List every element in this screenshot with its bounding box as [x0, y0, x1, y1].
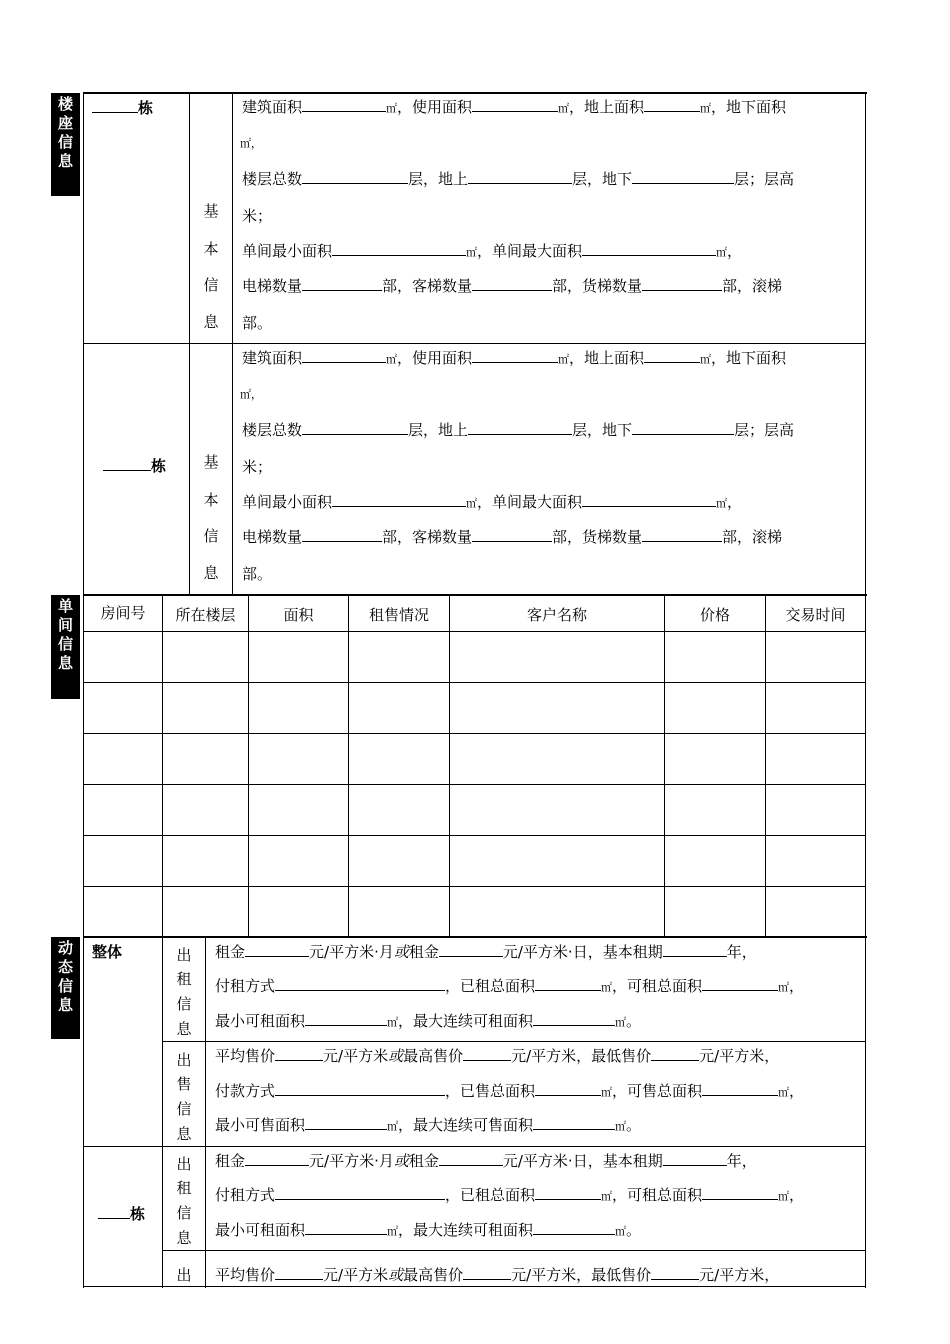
col-header-price: 价格	[699, 606, 730, 624]
col-header-floor: 所在楼层	[175, 606, 236, 624]
basic-info-label: 息	[203, 564, 219, 582]
area-line: 建筑面积 ㎡，使用面积 ㎡，地上面积 ㎡，地下面积	[242, 349, 787, 367]
section-label-unit-info: 单间信息	[51, 595, 80, 699]
basic-info-label: 基	[203, 453, 219, 471]
col-header-room-number: 房间号	[100, 604, 146, 622]
elevator-line: 电梯数量 部，客梯数量 部，货梯数量 部，滚梯	[242, 277, 783, 295]
table-border	[83, 92, 867, 94]
basic-info-label: 信	[203, 276, 219, 294]
table-border	[865, 92, 866, 1288]
area-line: 建筑面积 ㎡，使用面积 ㎡，地上面积 ㎡，地下面积	[242, 98, 787, 116]
elevator-line: 电梯数量 部，客梯数量 部，货梯数量 部，滚梯	[242, 528, 783, 546]
dong-label: 栋	[130, 1205, 146, 1223]
unit-area-line: 单间最小面积 ㎡，单间最大面积 ㎡，	[242, 242, 743, 260]
unit-area-line: 单间最小面积 ㎡，单间最大面积 ㎡，	[242, 493, 743, 511]
table-border	[83, 92, 84, 1288]
sale-info-label: 出	[176, 1051, 192, 1069]
rent-info-label: 出	[176, 1155, 192, 1173]
section-label-building-info: 楼座信息	[51, 93, 80, 196]
sale-info-label: 信	[176, 1100, 192, 1118]
rent-info-label: 出	[176, 946, 192, 964]
sale-info-label: 息	[176, 1125, 192, 1143]
rent-info-label: 息	[176, 1229, 192, 1247]
basic-info-label: 息	[203, 313, 219, 331]
floor-line: 楼层总数 层，地上 层，地下 层；层高	[242, 170, 795, 188]
section-label-dynamic-info: 动态信息	[51, 937, 80, 1039]
rent-info-label: 租	[176, 970, 192, 988]
col-header-trade-time: 交易时间	[785, 606, 846, 624]
basic-info-label: 信	[203, 527, 219, 545]
sale-block: 平均售价 元/平方米或最高售价 元/平方米，最低售价 元/平方米，	[215, 1266, 780, 1284]
sale-info-label: 出	[176, 1266, 192, 1284]
rent-info-label: 信	[176, 995, 192, 1013]
sale-info-label: 售	[176, 1075, 192, 1093]
col-header-area: 面积	[283, 606, 314, 624]
dong-label: 栋	[138, 99, 154, 117]
overall-label: 整体	[92, 943, 123, 961]
rent-info-label: 信	[176, 1204, 192, 1222]
floor-line: 楼层总数 层，地上 层，地下 层；层高	[242, 421, 795, 439]
dong-label: 栋	[151, 457, 167, 475]
col-header-status: 租售情况	[368, 606, 429, 624]
rent-info-label: 租	[176, 1179, 192, 1197]
table-border	[83, 343, 866, 344]
rent-info-label: 息	[176, 1020, 192, 1038]
basic-info-label: 本	[203, 240, 219, 258]
table-border	[83, 594, 867, 596]
basic-info-label: 基	[203, 202, 219, 220]
col-header-customer: 客户名称	[526, 606, 587, 624]
basic-info-label: 本	[203, 491, 219, 509]
